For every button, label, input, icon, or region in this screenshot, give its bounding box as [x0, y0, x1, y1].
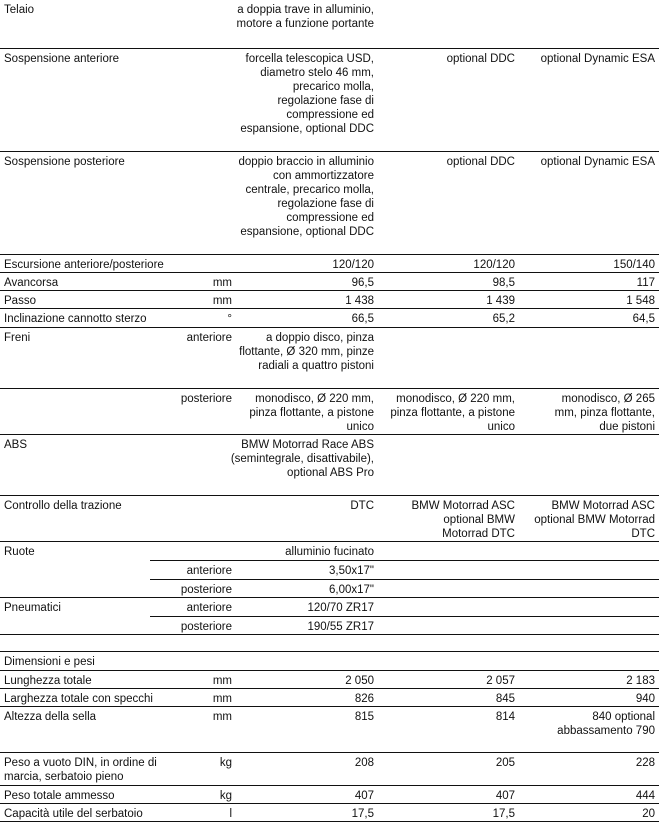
value-col-1: DTC	[350, 500, 374, 512]
value-col-3-text: monodisco, Ø 265 mm, pinza flottante, due pistoni	[554, 393, 655, 433]
value-col-1: 815	[354, 711, 374, 723]
value-col-3-text: BMW Motorrad ASC optional BMW Motorrad DTC	[534, 500, 655, 540]
row-label: Lunghezza totale	[4, 675, 92, 687]
row-label: Passo	[4, 295, 36, 307]
value-col-1: 96,5	[351, 277, 374, 289]
spec-row	[0, 561, 659, 579]
row-unit: anteriore	[186, 602, 232, 614]
value-col-2: 407	[495, 790, 515, 802]
value-col-2-text: monodisco, Ø 220 mm, pinza flottante, a pistone unico	[390, 393, 515, 433]
row-unit: posteriore	[180, 584, 232, 596]
spec-row	[0, 49, 659, 152]
value-col-1	[220, 392, 374, 434]
row-label: Larghezza totale con specchi	[4, 693, 153, 705]
row-unit: posteriore	[180, 621, 232, 633]
row-unit: l	[229, 808, 232, 820]
value-col-2: optional DDC	[446, 156, 515, 168]
spec-row	[0, 689, 659, 707]
row-label: Controllo della trazione	[4, 500, 122, 512]
spec-row	[0, 291, 659, 309]
row-unit: anteriore	[186, 565, 232, 577]
value-col-1: 407	[354, 790, 374, 802]
value-col-1: 17,5	[351, 808, 374, 820]
value-col-3: 1 548	[626, 295, 655, 307]
row-label: Capacità utile del serbatoio	[4, 808, 143, 820]
value-col-1: 208	[354, 757, 374, 769]
value-col-3: 940	[635, 693, 655, 705]
value-col-1-text: doppio braccio in alluminio con ammortizzatore centrale, precarico molla, regolazione fase di compressione ed espansione, optional DDC	[238, 156, 374, 238]
value-col-3: 117	[636, 277, 655, 289]
row-label: ABS	[4, 439, 28, 451]
row-unit: mm	[212, 675, 232, 687]
value-col-2: 2 057	[486, 675, 515, 687]
spec-row	[0, 273, 659, 291]
value-col-3: 2 183	[626, 675, 655, 687]
value-col-2: 845	[495, 693, 515, 705]
value-col-3: 20	[642, 808, 655, 820]
value-col-3-text: 840 optional abbassamento 790	[557, 711, 655, 737]
value-col-1-text: a doppio disco, pinza flottante, Ø 320 mm, pinze radiali a quattro pistoni	[239, 332, 374, 372]
value-col-3: 64,5	[632, 313, 655, 325]
value-col-2: 205	[495, 757, 515, 769]
value-col-1: 2 050	[345, 675, 374, 687]
value-col-1: 120/70 ZR17	[307, 602, 374, 614]
row-label: Dimensioni e pesi	[4, 656, 95, 668]
value-col-2: 120/120	[473, 259, 515, 271]
spec-row	[0, 671, 659, 689]
row-unit: mm	[212, 277, 232, 289]
value-col-3: 228	[635, 757, 655, 769]
spec-row	[0, 435, 659, 496]
row-unit: anteriore	[186, 332, 232, 344]
value-col-2: 98,5	[492, 277, 515, 289]
row-label: Sospensione anteriore	[4, 53, 120, 65]
row-label-text: Peso a vuoto DIN, in ordine di marcia, serbatoio pieno	[4, 757, 157, 783]
value-col-1: 1 438	[345, 295, 374, 307]
row-label: Inclinazione cannotto sterzo	[4, 313, 147, 325]
row-label: Freni	[4, 332, 31, 344]
value-col-2: 17,5	[492, 808, 515, 820]
value-col-1: 826	[354, 693, 374, 705]
spec-row	[0, 580, 659, 598]
row-label: Altezza della sella	[4, 711, 97, 723]
value-col-1: 6,00x17"	[328, 584, 374, 596]
value-col-1-text: monodisco, Ø 220 mm, pinza flottante, a pistone unico	[249, 393, 374, 433]
value-col-3	[517, 392, 655, 434]
spec-row	[0, 617, 659, 635]
row-label: Peso totale ammesso	[4, 790, 115, 802]
spec-row	[0, 707, 659, 753]
value-col-1: 66,5	[351, 313, 374, 325]
value-col-2: 65,2	[492, 313, 515, 325]
value-col-2	[376, 392, 515, 434]
row-unit: kg	[219, 757, 232, 769]
value-col-1	[220, 52, 374, 136]
spec-row	[0, 328, 659, 389]
value-col-3: 150/140	[613, 259, 655, 271]
value-col-2: 1 439	[486, 295, 515, 307]
spec-row	[0, 804, 659, 822]
spec-row	[0, 389, 659, 435]
value-col-3	[517, 710, 655, 738]
row-unit: mm	[212, 693, 232, 705]
row-label: Sospensione posteriore	[4, 156, 125, 168]
spec-row	[0, 786, 659, 804]
spec-row	[0, 598, 659, 616]
spec-row	[0, 635, 659, 652]
row-unit: kg	[219, 790, 232, 802]
row-label: Avancorsa	[4, 277, 59, 289]
value-col-1	[220, 155, 374, 239]
value-col-3: optional Dynamic ESA	[540, 156, 655, 168]
value-col-2: optional DDC	[446, 53, 515, 65]
value-col-1: 190/55 ZR17	[307, 621, 374, 633]
spec-row	[0, 753, 659, 786]
value-col-1	[220, 438, 374, 480]
value-col-2: 814	[495, 711, 515, 723]
value-col-1: alluminio fucinato	[285, 546, 374, 558]
value-col-1-text: a doppia trave in alluminio, motore a funzione portante	[236, 4, 374, 30]
row-unit: mm	[212, 711, 232, 723]
value-col-3: 444	[635, 790, 655, 802]
value-col-1	[220, 3, 374, 31]
spec-row	[0, 152, 659, 255]
spec-row	[0, 496, 659, 542]
value-col-1: 120/120	[332, 259, 374, 271]
spec-row	[0, 0, 659, 49]
value-col-1-text: BMW Motorrad Race ABS (semintegrale, disattivabile), optional ABS Pro	[230, 439, 374, 479]
spec-row	[0, 309, 659, 328]
spec-row	[0, 652, 659, 671]
row-label: Escursione anteriore/posteriore	[4, 259, 164, 271]
value-col-3: optional Dynamic ESA	[540, 53, 655, 65]
row-label: Telaio	[4, 4, 35, 16]
spec-row	[0, 542, 659, 560]
value-col-2-text: BMW Motorrad ASC optional BMW Motorrad DTC	[411, 500, 515, 540]
row-unit: °	[227, 313, 232, 325]
value-col-1-text: forcella telescopica USD, diametro stelo 46 mm, precarico molla, regolazione fase di compressione ed espansione, optional DDC	[240, 53, 374, 135]
value-col-1: 3,50x17"	[328, 565, 374, 577]
spec-row	[0, 255, 659, 273]
value-col-1	[220, 331, 374, 373]
row-unit: posteriore	[180, 393, 232, 405]
value-col-3	[517, 499, 655, 541]
row-unit: mm	[212, 295, 232, 307]
value-col-2	[376, 499, 515, 541]
row-label: Ruote	[4, 546, 35, 558]
row-label: Pneumatici	[4, 602, 61, 614]
